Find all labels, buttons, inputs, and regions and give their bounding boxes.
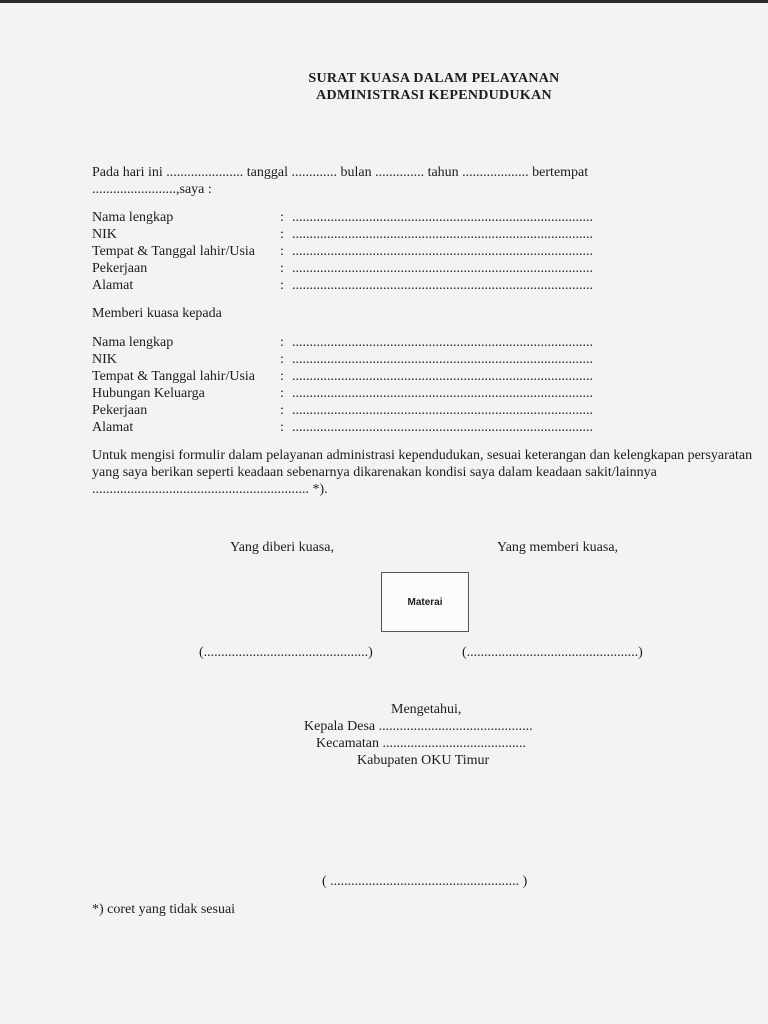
document-title-line-1: SURAT KUASA DALAM PELAYANAN: [308, 71, 560, 86]
field-colon: :: [280, 352, 284, 367]
field-colon: :: [280, 261, 284, 276]
field-colon: :: [280, 227, 284, 242]
field-blank: ......................................................................................: [292, 335, 593, 350]
grantee-field-nik: [92, 351, 593, 368]
field-colon: :: [280, 403, 284, 418]
field-blank: ......................................................................................: [292, 352, 593, 367]
signature-left-label: Yang diberi kuasa,: [230, 540, 334, 555]
stamp-label: Materai: [407, 596, 443, 608]
district-line: Kecamatan .........................................: [316, 736, 526, 751]
grantee-field-occupation: [92, 402, 593, 419]
field-blank: ......................................................................................: [292, 227, 593, 242]
field-blank: ......................................................................................: [292, 261, 593, 276]
field-colon: :: [280, 278, 284, 293]
field-label: NIK: [92, 352, 117, 367]
field-colon: :: [280, 335, 284, 350]
field-colon: :: [280, 244, 284, 259]
field-label: Alamat: [92, 278, 134, 293]
signature-right-blank: (.................................................): [462, 645, 643, 660]
grantor-field-nik: [92, 226, 593, 243]
document-title-line-2: ADMINISTRASI KEPENDUDUKAN: [316, 88, 552, 103]
official-signature-blank: ( ...................................................... ): [322, 874, 528, 889]
field-blank: ......................................................................................: [292, 244, 593, 259]
field-blank: ......................................................................................: [292, 210, 593, 225]
field-colon: :: [280, 420, 284, 435]
grantee-heading: Memberi kuasa kepada: [92, 306, 222, 321]
grantee-field-relationship: [92, 385, 593, 402]
acknowledge-heading: Mengetahui,: [391, 702, 462, 717]
field-label: Pekerjaan: [92, 403, 148, 418]
regency-line: Kabupaten OKU Timur: [357, 753, 490, 768]
footnote: *) coret yang tidak sesuai: [92, 902, 236, 917]
signature-left-blank: (...............................................): [199, 645, 373, 660]
field-label: Tempat & Tanggal lahir/Usia: [92, 369, 256, 384]
field-colon: :: [280, 210, 284, 225]
signature-right-label: Yang memberi kuasa,: [497, 540, 619, 555]
field-label: Alamat: [92, 420, 134, 435]
intro-line-1: Pada hari ini ...................... tanggal ............. bulan .............. tahun ................... bertempat: [92, 165, 589, 180]
field-label: Nama lengkap: [92, 335, 174, 350]
top-border-line: [0, 0, 768, 3]
field-label: NIK: [92, 227, 117, 242]
field-label: Hubungan Keluarga: [92, 386, 205, 401]
grantor-field-birth: [92, 243, 593, 260]
field-blank: ......................................................................................: [292, 420, 593, 435]
field-label: Tempat & Tanggal lahir/Usia: [92, 244, 256, 259]
grantee-field-name: [92, 334, 593, 351]
grantee-field-address: [92, 419, 593, 436]
purpose-paragraph: Untuk mengisi formulir dalam pelayanan administrasi kependudukan, sesuai keterangan dan kelengkapan persyaratan yang saya berikan seperti keadaan sebenarnya dikarenakan kondisi saya dalam keadaan sakit/lainnya .............................................................. *).: [92, 448, 753, 497]
field-label: Pekerjaan: [92, 261, 148, 276]
grantor-field-occupation: [92, 260, 593, 277]
intro-line-2: ........................,saya :: [92, 182, 212, 197]
field-blank: ......................................................................................: [292, 278, 593, 293]
field-blank: ......................................................................................: [292, 386, 593, 401]
field-label: Nama lengkap: [92, 210, 174, 225]
grantor-field-address: [92, 277, 593, 294]
field-colon: :: [280, 369, 284, 384]
field-colon: :: [280, 386, 284, 401]
grantee-field-birth: [92, 368, 593, 385]
field-blank: ......................................................................................: [292, 403, 593, 418]
stamp-duty-box: [381, 572, 469, 632]
field-blank: ......................................................................................: [292, 369, 593, 384]
grantor-field-name: [92, 209, 593, 226]
village-head-line: Kepala Desa ............................................: [304, 719, 533, 734]
